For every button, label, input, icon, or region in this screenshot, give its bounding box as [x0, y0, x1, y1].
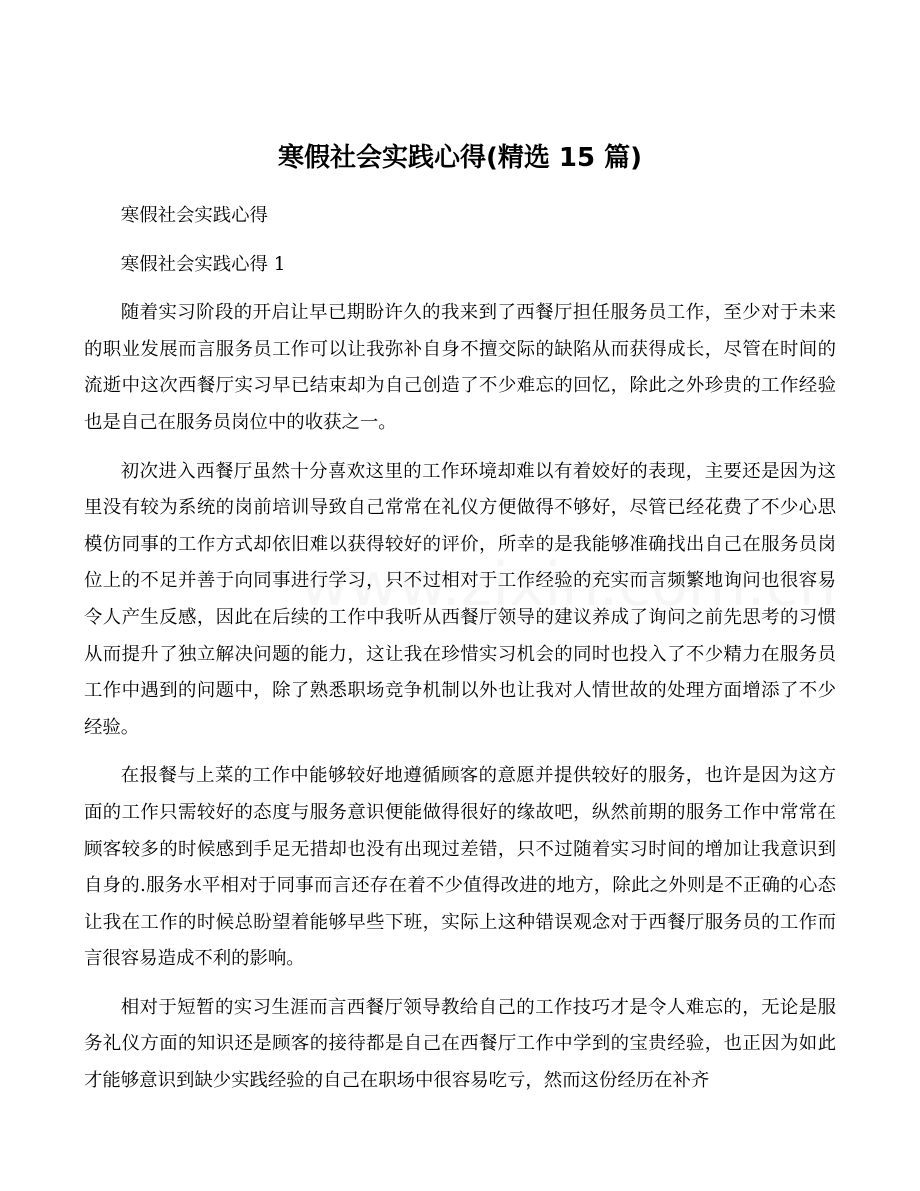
- document-title: 寒假社会实践心得(精选 15 篇): [277, 143, 643, 173]
- paragraph-2: 初次进入西餐厅虽然十分喜欢这里的工作环境却难以有着姣好的表现，主要还是因为这里没有较为系统的岗前培训导致自己常常在礼仪方便做得不够好，尽管已经花费了不少心思模仿同事的工作方式却依旧难以获得较好的评价，所幸的是我能够准确找出自己在服务员岗位上的不足并善于向同事进行学习，只不过相对于工作经验的充实而言频繁地询问也很容易令人产生反感，因此在后续的工作中我听从西餐厅领导的建议养成了询问之前先思考的习惯从而提升了独立解决问题的能力，这让我在珍惜实习机会的同时也投入了不少精力在服务员工作中遇到的问题中，除了熟悉职场竞争机制以外也让我对人情世故的处理方面增添了不少经验。: [84, 460, 836, 738]
- paragraph-4: 相对于短暂的实习生涯而言西餐厅领导教给自己的工作技巧才是令人难忘的，无论是服务礼仪方面的知识还是顾客的接待都是自己在西餐厅工作中学到的宝贵经验，也正因为如此才能够意识到缺少实践经验的自己在职场中很容易吃亏，然而这份经历在补齐: [84, 996, 836, 1092]
- paragraph-1: 随着实习阶段的开启让早已期盼许久的我来到了西餐厅担任服务员工作，至少对于未来的职业发展而言服务员工作可以让我弥补自身不擅交际的缺陷从而获得成长，尽管在时间的流逝中这次西餐厅实习早已结束却为自己创造了不少难忘的回忆，除此之外珍贵的工作经验也是自己在服务员岗位中的收获之一。: [84, 302, 836, 433]
- section-heading: 寒假社会实践心得 1: [120, 253, 286, 275]
- document-subtitle: 寒假社会实践心得: [120, 205, 268, 226]
- document-body: [84, 198, 836, 1112]
- paragraph-3: 在报餐与上菜的工作中能够较好地遵循顾客的意愿并提供较好的服务，也许是因为这方面的工作只需较好的态度与服务意识便能做得很好的缘故吧，纵然前期的服务工作中常常在顾客较多的时候感到手足无措却也没有出现过差错，只不过随着实习时间的增加让我意识到自身的.服务水平相对于同事而言还存在着不少值得改进的地方，除此之外则是不正确的心态让我在工作的时候总盼望着能够早些下班，实际上这种错误观念对于西餐厅服务员的工作而言很容易造成不利的影响。: [84, 765, 836, 970]
